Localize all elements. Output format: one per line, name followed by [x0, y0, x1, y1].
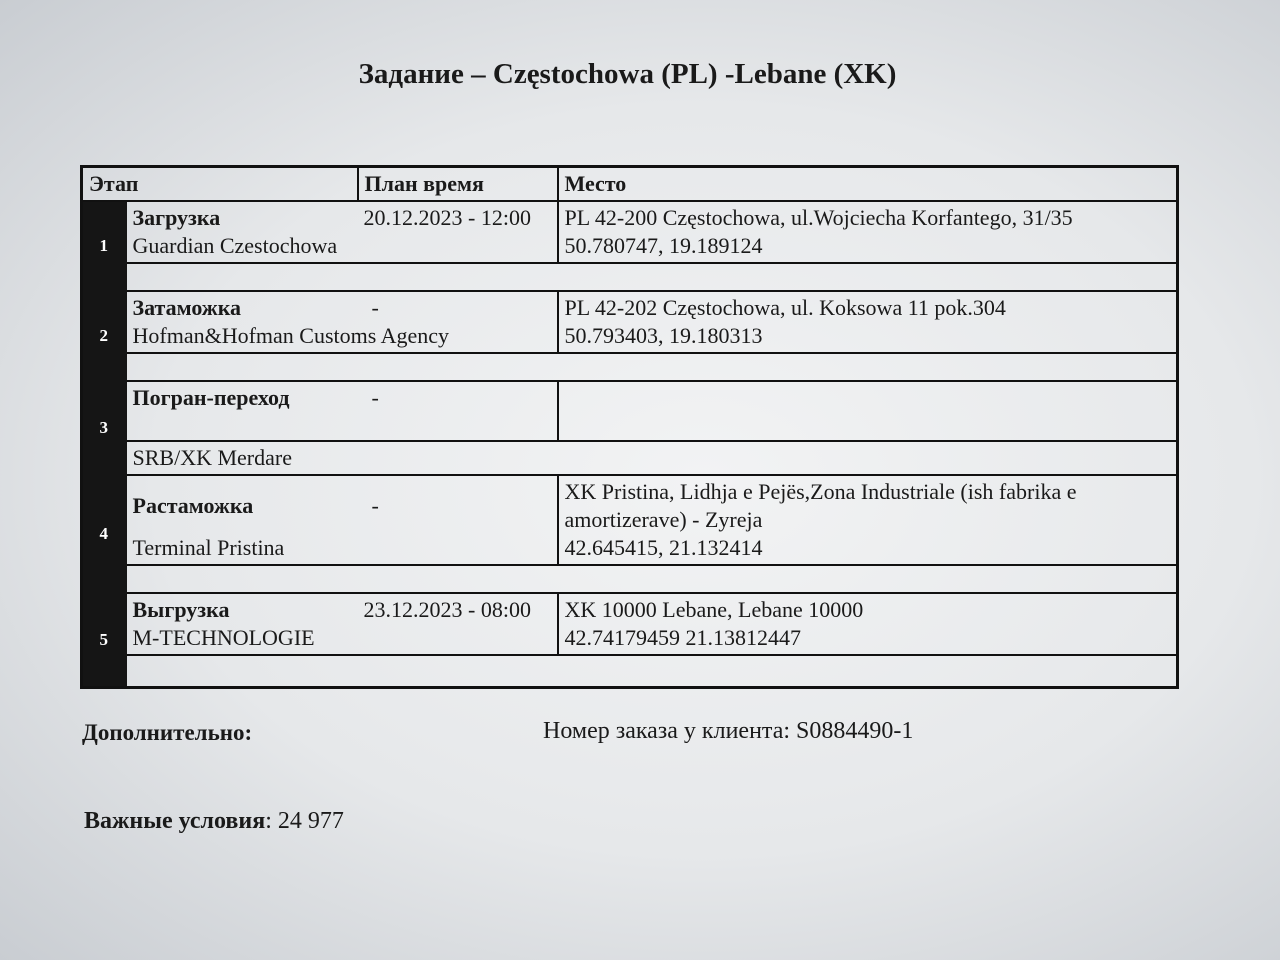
spacer-row: [82, 565, 1178, 593]
table-row: [82, 593, 1178, 655]
table-row: [82, 475, 1178, 565]
stage-company: SRB/XK Merdare: [126, 441, 1178, 475]
table-row-sub: [82, 441, 1178, 475]
stage-cell: [126, 593, 358, 655]
stage-time: 20.12.2023 - 12:00: [358, 201, 558, 263]
stage-number: 5: [82, 593, 126, 688]
stage-place: [558, 475, 1178, 565]
place-address: XK Pristina, Lidhja e Pejës,Zona Industriale (ish fabrika e amortizerave) - Zyreja: [564, 479, 1077, 532]
stage-company: Hofman&Hofman Customs Agency: [132, 323, 450, 348]
stage-cell: [126, 291, 450, 353]
stage-place: [558, 381, 1178, 441]
stage-company: M-TECHNOLOGIE: [132, 625, 315, 650]
table-row: [82, 201, 1178, 263]
stage-time: 23.12.2023 - 08:00: [358, 593, 558, 655]
spacer-row: [82, 655, 1178, 688]
place-coords: 42.645415, 21.132414: [564, 535, 763, 560]
stage-place: [558, 201, 1178, 263]
stage-cell: [126, 381, 358, 441]
stage-cell: [126, 201, 358, 263]
stage-place: [558, 291, 1178, 353]
page-title: Задание – Częstochowa (PL) -Lebane (XK): [358, 58, 897, 90]
order-value: S0884490-1: [796, 718, 914, 744]
stage-number: 4: [82, 475, 126, 593]
stage-number: 1: [82, 201, 126, 291]
client-order-number: [543, 718, 913, 745]
stage-company: Terminal Pristina: [132, 535, 285, 560]
terms-label: Важные условия: [84, 808, 266, 834]
table-row: [82, 291, 1178, 353]
stage-type: Растаможка: [132, 493, 254, 518]
additional-label: Дополнительно:: [82, 720, 253, 745]
place-coords: 50.793403, 19.180313: [564, 323, 763, 348]
stage-place: [558, 593, 1178, 655]
spacer-row: [82, 263, 1178, 291]
stage-type: Затаможка: [132, 295, 242, 320]
stage-time: -: [358, 475, 558, 565]
stage-type: Погран-переход: [132, 385, 290, 410]
important-terms: [84, 808, 344, 835]
order-label: Номер заказа у клиента:: [543, 718, 791, 744]
route-table: [80, 165, 1179, 689]
place-address: PL 42-202 Częstochowa, ul. Koksowa 11 pok.304: [564, 295, 1006, 320]
header-time: План время: [358, 167, 558, 202]
table-row: [82, 381, 1178, 441]
stage-number: 3: [82, 381, 126, 475]
stage-time: -: [358, 381, 558, 441]
spacer-row: [82, 353, 1178, 381]
place-coords: 42.74179459 21.13812447: [564, 625, 802, 650]
place-coords: 50.780747, 19.189124: [564, 233, 763, 258]
place-address: PL 42-200 Częstochowa, ul.Wojciecha Korfantego, 31/35: [564, 205, 1073, 230]
header-place: Место: [558, 167, 1178, 202]
stage-time: -: [358, 291, 558, 353]
place-address: XK 10000 Lebane, Lebane 10000: [564, 597, 864, 622]
stage-type: Загрузка: [132, 205, 221, 230]
table-header-row: [82, 167, 1178, 202]
terms-value: : 24 977: [265, 808, 344, 834]
stage-number: 2: [82, 291, 126, 381]
stage-type: Выгрузка: [132, 597, 230, 622]
header-stage: Этап: [82, 167, 358, 202]
stage-cell: [126, 475, 358, 565]
stage-company: Guardian Czestochowa: [132, 233, 338, 258]
